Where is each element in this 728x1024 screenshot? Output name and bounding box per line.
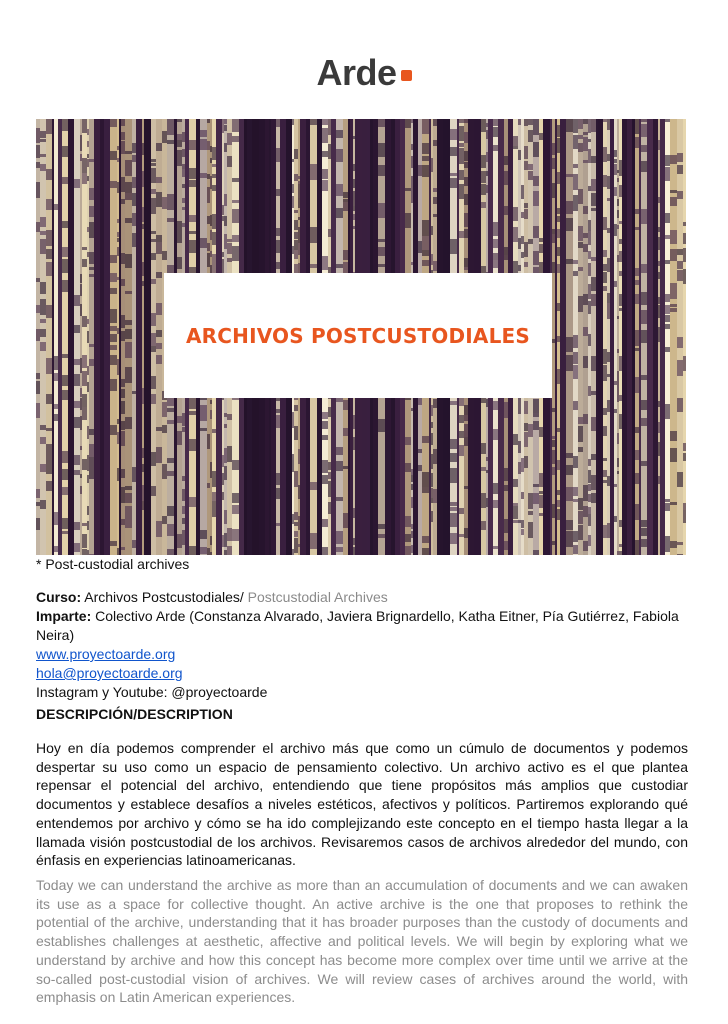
image-caption: * Post-custodial archives	[36, 556, 190, 572]
social-line: Instagram y Youtube: @proyectoarde	[36, 684, 268, 700]
logo-text: Arde	[316, 52, 397, 93]
course-info	[36, 588, 692, 702]
arde-logo	[0, 52, 728, 94]
instructors-line	[36, 607, 692, 645]
description-heading: DESCRIPCIÓN/DESCRIPTION	[36, 706, 233, 722]
description-spanish: Hoy en día podemos comprender el archivo más que como un cúmulo de documentos y podemos despertar su uso como un espacio de pensamiento colectivo. Un archivo activo es el que plantea repensar el potencial del archivo, entendiendo que tiene propósitos más amplios que custodiar documentos y establece desafíos a niveles estéticos, afectivos y políticos. Partiremos explorando qué entendemos por archivo y cómo se ha ido complejizando este concepto en el tiempo hasta llegar a la llamada visión postcustodial de los archivos. Revisaremos casos de archivos alrededor del mundo, con énfasis en experiencias latinoamericanas.	[36, 740, 688, 869]
website-line	[36, 645, 692, 664]
website-link[interactable]: www.proyectoarde.org	[36, 646, 176, 662]
course-name-es: Archivos Postcustodiales/	[84, 589, 244, 605]
email-link[interactable]: hola@proyectoarde.org	[36, 665, 183, 681]
email-line	[36, 664, 692, 683]
course-name-en: Postcustodial Archives	[247, 589, 388, 605]
course-label: Curso:	[36, 589, 82, 605]
logo-mark-icon	[401, 70, 412, 81]
hero-title: ARCHIVOS POSTCUSTODIALES	[185, 323, 531, 348]
hero-title-card	[164, 273, 552, 398]
hero-image	[36, 119, 686, 555]
course-line	[36, 588, 692, 607]
instructors-text: Colectivo Arde (Constanza Alvarado, Javiera Brignardello, Katha Eitner, Pía Gutiérrez, Fabiola Neira)	[36, 608, 679, 643]
instructors-label: Imparte:	[36, 608, 92, 624]
description-english: Today we can understand the archive as more than an accumulation of documents and we can awaken its use as a space for collective thought. An active archive is the one that proposes to rethink the potential of the archive, understanding that it has broader purposes than the custody of documents and establishes challenges at aesthetic, affective and political levels. We will begin by exploring what we understand by archive and how this concept has become more complex over time until we arrive at the so-called post-custodial vision of archives. We will review cases of archives around the world, with emphasis on Latin American experiences.	[36, 877, 688, 1006]
